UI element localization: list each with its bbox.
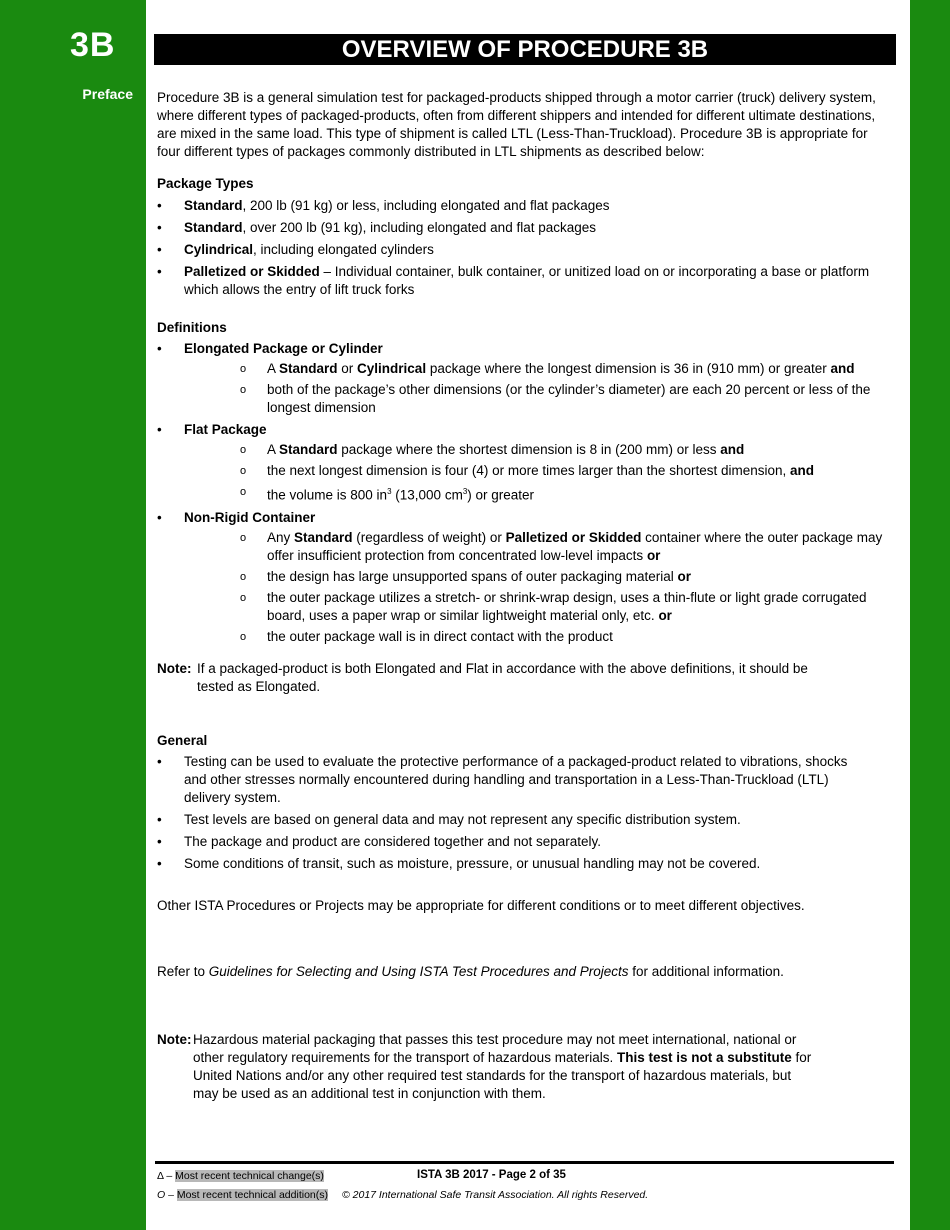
list-item: o the volume is 800 $in^3$ (13,000 $cm^3$) or greater	[184, 483, 892, 505]
section-label: Preface	[82, 86, 133, 102]
note-elongated: Note: If a packaged-product is both Elongated and Flat in accordance with the above definitions, it should be tested as Elongated.	[157, 660, 808, 694]
footer-page-info: ISTA 3B 2017 - Page 2 of 35	[417, 1169, 566, 1181]
footer-copyright: © 2017 International Safe Transit Association. All rights Reserved.	[342, 1189, 649, 1201]
definition-flat: • Flat Package o A Standard package where the shortest dimension is 8 in (200 mm) or less and o the next longest dimension is four (4) or more times larger than the shortest dimension, and o the volume is 800 $in^3$ (13,000 $cm^3$) or greater	[157, 421, 892, 505]
footer-addition-legend: O – Most recent technical addition(s)	[157, 1189, 328, 1201]
list-item: • Some conditions of transit, such as moisture, pressure, or unusual handling may not be covered.	[157, 855, 892, 873]
page-title: OVERVIEW OF PROCEDURE 3B	[154, 34, 896, 65]
list-item: • Standard, 200 lb (91 kg) or less, including elongated and flat packages	[157, 197, 892, 215]
footer-divider	[155, 1161, 894, 1164]
general-heading: General	[157, 732, 208, 748]
intro-paragraph: Procedure 3B is a general simulation test for packaged-products shipped through a motor carrier (truck) delivery system, where different types of packaged-products, often from different shippers and intended for different ultimate destinations, are mixed in the same load. This type of shipment is called LTL (Less-Than-Truckload). Procedure 3B is appropriate for four different types of packages commonly distributed in LTL shipments as described below:	[157, 90, 876, 159]
package-types-heading: Package Types	[157, 176, 254, 191]
definition-elongated: • Elongated Package or Cylinder o A Standard or Cylindrical package where the longest dimension is 36 in (910 mm) or greater and o both of the package’s other dimensions (or the cylinder’s diameter) are each 20 percent or less of the longest dimension	[157, 340, 892, 417]
list-item: o Any Standard (regardless of weight) or Palletized or Skidded container where the outer package may offer insufficient protection from concentrated low-level impacts or	[184, 529, 892, 565]
main-content	[157, 89, 892, 1103]
note-hazardous: Note: Hazardous material packaging that passes this test procedure may not meet international, national or other regulatory requirements for the transport of hazardous materials. This test is not a substitute for United Nations and/or any other required test standards for the transport of hazardous materials, but may be used as an additional test in conjunction with them.	[157, 1031, 812, 1101]
list-item: o the outer package utilizes a stretch- or shrink-wrap design, uses a thin-flute or light grade corrugated board, uses a paper wrap or similar lightweight material only, etc. or	[184, 589, 892, 625]
list-item: • The package and product are considered together and not separately.	[157, 833, 892, 851]
list-item: o the design has large unsupported spans of outer packaging material or	[184, 568, 892, 586]
definitions-list	[157, 340, 892, 646]
list-item: • Palletized or Skidded – Individual container, bulk container, or unitized load on or incorporating a base or platform which allows the entry of lift truck forks	[157, 263, 892, 299]
footer-change-legend: Δ – Most recent technical change(s)	[157, 1170, 324, 1182]
list-item: • Testing can be used to evaluate the protective performance of a packaged-product related to vibrations, shocks and other stresses normally encountered during handling and transportation in a Less-Than-Truckload (LTL) delivery system.	[157, 753, 892, 807]
other-procedures-text: Other ISTA Procedures or Projects may be appropriate for different conditions or to meet different objectives.	[157, 897, 805, 913]
list-item: o both of the package’s other dimensions (or the cylinder’s diameter) are each 20 percent or less of the longest dimension	[184, 381, 892, 417]
left-sidebar	[0, 0, 146, 1230]
right-sidebar	[910, 0, 950, 1230]
definitions-heading: Definitions	[157, 320, 227, 335]
list-item: o the outer package wall is in direct contact with the product	[184, 628, 892, 646]
list-item: • Cylindrical, including elongated cylinders	[157, 241, 892, 259]
procedure-number: 3B	[70, 26, 116, 64]
list-item: • Standard, over 200 lb (91 kg), including elongated and flat packages	[157, 219, 892, 237]
refer-text: Refer to Guidelines for Selecting and Using ISTA Test Procedures and Projects for additional information.	[157, 963, 784, 979]
list-item: o the next longest dimension is four (4) or more times larger than the shortest dimension, and	[184, 462, 892, 480]
list-item: o A Standard package where the shortest dimension is 8 in (200 mm) or less and	[184, 441, 892, 459]
package-types-list	[157, 197, 892, 299]
general-list	[157, 753, 892, 873]
list-item: o A Standard or Cylindrical package where the longest dimension is 36 in (910 mm) or greater and	[184, 360, 892, 378]
list-item: • Test levels are based on general data and may not represent any specific distribution system.	[157, 811, 892, 829]
definition-nonrigid: • Non-Rigid Container o Any Standard (regardless of weight) or Palletized or Skidded container where the outer package may offer insufficient protection from concentrated low-level impacts or o the design has large unsupported spans of outer packaging material or o the outer package utilizes a stretch- or shrink-wrap design, uses a thin-flute or light grade corrugated board, uses a paper wrap or similar lightweight material only, etc. or o the outer package wall is in direct contact with the product	[157, 509, 892, 646]
